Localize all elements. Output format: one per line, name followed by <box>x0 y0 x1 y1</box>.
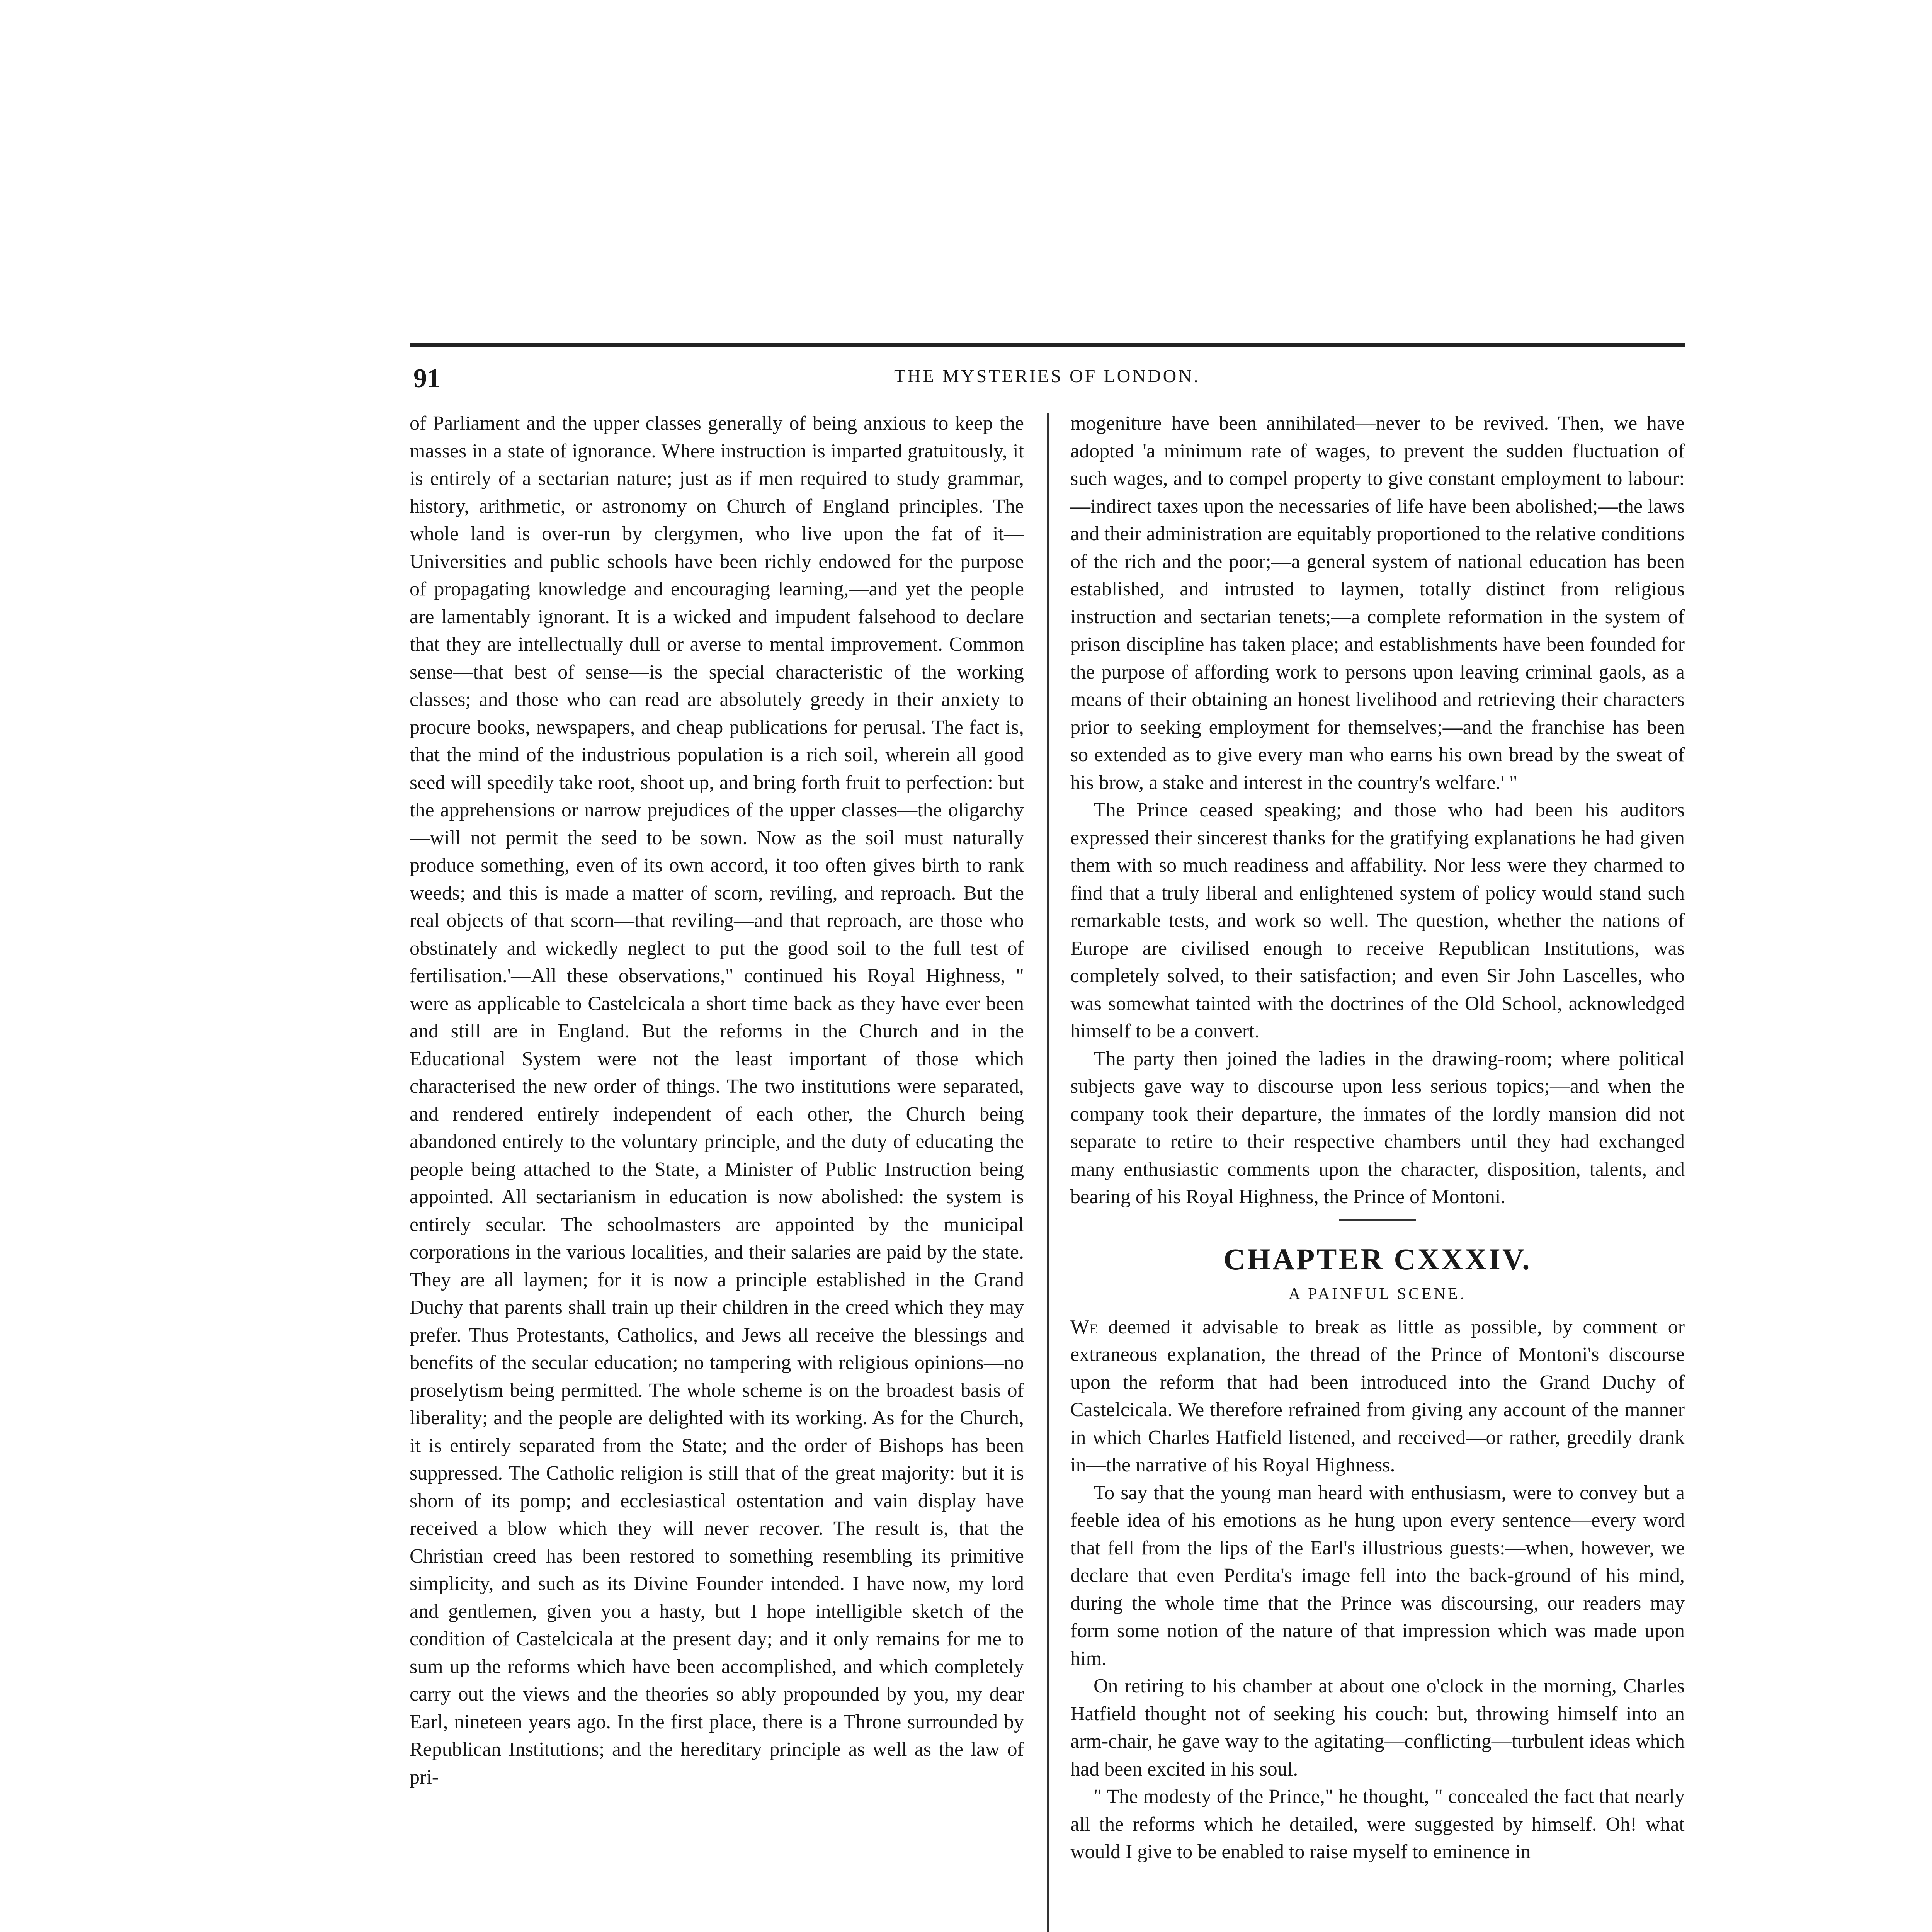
opening-word: We <box>1070 1316 1098 1338</box>
newspaper-page <box>410 340 1685 1932</box>
chapter-opening-paragraph <box>1070 1313 1685 1479</box>
right-column <box>1070 410 1685 1932</box>
chapter-subtitle: A PAINFUL SCENE. <box>1288 1285 1467 1303</box>
page-number: 91 <box>413 364 440 393</box>
running-title: THE MYSTERIES OF LONDON. <box>894 366 1200 386</box>
body-paragraph: " The modesty of the Prince," he thought, " concealed the fact that nearly all the reforms which he detailed, were suggested by himself. Oh! what would I give to be enabled to raise myself to eminence in <box>1070 1786 1685 1863</box>
top-rule <box>410 343 1685 347</box>
page-header <box>410 363 1685 394</box>
body-paragraph: The Prince ceased speaking; and those who had been his auditors expressed their sincerest thanks for the gratifying explanations he had given them with so much readiness and affability. Nor less were they charmed to find that a truly liberal and enlightened system of policy would stand such remarkable tests, and work so well. The question, whether the nations of Europe are civilised enough to receive Republican Institutions, was completely solved, to their satisfaction; and even Sir John Lascelles, who was somewhat tainted with the doctrines of the Old School, acknowledged himself to be a convert. <box>1070 799 1685 1042</box>
column-divider <box>1047 413 1049 1932</box>
body-paragraph: mogeniture have been annihilated—never to be revived. Then, we have adopted 'a minimum rate of wages, to prevent the sudden fluctuation of such wages, and to compel property to give constant employment to labour:—indirect taxes upon the necessaries of life have been abolished;—the laws and their administration are equitably proportioned to the relative conditions of the rich and the poor;—a general system of national education has been established, and intrusted to laymen, totally distinct from religious instruction and sectarian tenets;—a complete reformation in the system of prison discipline has taken place; and establishments have been founded for the purpose of affording work to persons upon leaving criminal gaols, as a means of their obtaining an honest livelihood and retrieving their characters prior to seeking employment for themselves;—and the franchise has been so extended as to give every man who earns his own bread by the sweat of his brow, a stake and interest in the country's welfare.' " <box>1070 412 1685 794</box>
opening-text: deemed it advisable to break as little as possible, by comment or extraneous explanation, the thread of the Prince of Montoni's discourse upon the reform that had been introduced into the Grand Duchy of Castelcicala. We therefore refrained from giving any account of the manner in which Charles Hatfield listened, and received—or rather, greedily drank in—the narrative of his Royal Highness. <box>1070 1316 1685 1476</box>
body-paragraph: To say that the young man heard with enthusiasm, were to convey but a feeble idea of his emotions as he hung upon every sentence—every word that fell from the lips of the Earl's illustrious guests:—when, however, we declare that even Perdita's image fell into the back-ground of his mind, during the whole time that the Prince was discoursing, our readers may form some notion of the nature of that impression which was made upon him. <box>1070 1481 1685 1670</box>
left-column <box>410 410 1024 1932</box>
body-paragraph: On retiring to his chamber at about one o'clock in the morning, Charles Hatfield thought not of seeking his couch: but, throwing himself into an arm-chair, he gave way to the agitating—conflicting—turbulent ideas which had been excited in his soul. <box>1070 1675 1685 1780</box>
body-paragraph: of Parliament and the upper classes generally of being anxious to keep the masses in a state of ignorance. Where instruction is imparted gratuitously, it is entirely of a sectarian nature; just as if men required to study grammar, history, arithmetic, or astronomy on Church of England principles. The whole land is over-run by clergymen, who live upon the fat of it—Universities and public schools have been richly endowed for the purpose of propagating knowledge and encouraging learning,—and yet the people are lamentably ignorant. It is a wicked and impudent falsehood to declare that they are intellectually dull or averse to mental improvement. Common sense—that best of sense—is the special characteristic of the working classes; and those who can read are absolutely greedy in their anxiety to procure books, newspapers, and cheap publications for perusal. The fact is, that the mind of the industrious population is a rich soil, wherein all good seed will speedily take root, shoot up, and bring forth fruit to perfection: but the apprehensions or narrow prejudices of the upper classes—the oligarchy—will not permit the seed to be sown. Now as the soil must naturally produce something, even of its own accord, it too often gives birth to rank weeds; and this is made a matter of scorn, reviling, and reproach. But the real objects of that scorn—that reviling—and that reproach, are those who obstinately and wickedly neglect to put the good soil to the full test of fertilisation.'—All these observations," continued his Royal Highness, " were as applicable to Castelcicala a short time back as they have ever been and still are in England. But the reforms in the Church and in the Educational System were not the least important of those which characterised the new order of things. The two institutions were separated, and rendered entirely independent of each other, the Church being abandoned entirely to the voluntary principle, and the duty of educating the people being attached to the State, a Minister of Public Instruction being appointed. All sectarianism in education is now abolished: the system is entirely secular. The schoolmasters are appointed by the municipal corporations in the various localities, and their salaries are paid by the state. They are all laymen; for it is now a principle established in the Grand Duchy that parents shall train up their children in the creed which they may prefer. Thus Protestants, Catholics, and Jews all receive the blessings and benefits of the secular education; no tampering with religious opinions—no proselytism being permitted. The whole scheme is on the broadest basis of liberality; and the people are delighted with its working. As for the Church, it is entirely separated from the State; and the order of Bishops has been suppressed. The Catholic religion is still that of the great majority: but it is shorn of its pomp; and ecclesiastical ostentation and vain display have received a blow which they will never recover. The result is, that the Christian creed has been restored to something resembling its primitive simplicity, and such as its Divine Founder intended. I have now, my lord and gentlemen, given you a hasty, but I hope intelligible sketch of the condition of Castelcicala at the present day; and it only remains for me to sum up the reforms which have been accomplished, and which completely carry out the views and the theories so ably propounded by you, my dear Earl, nineteen years ago. In the first place, there is a Throne surrounded by Republican Institutions; and the hereditary principle as well as the law of pri- <box>410 412 1024 1788</box>
section-divider <box>1339 1219 1416 1221</box>
body-paragraph: The party then joined the ladies in the drawing-room; where political subjects gave way to discourse upon less serious topics;—and when the company took their departure, the inmates of the lordly mansion did not separate to retire to their respective chambers until they had exchanged many enthusiastic comments upon the character, disposition, talents, and bearing of his Royal Highness, the Prince of Montoni. <box>1070 1048 1685 1208</box>
chapter-title: CHAPTER CXXXIV. <box>1223 1242 1532 1276</box>
